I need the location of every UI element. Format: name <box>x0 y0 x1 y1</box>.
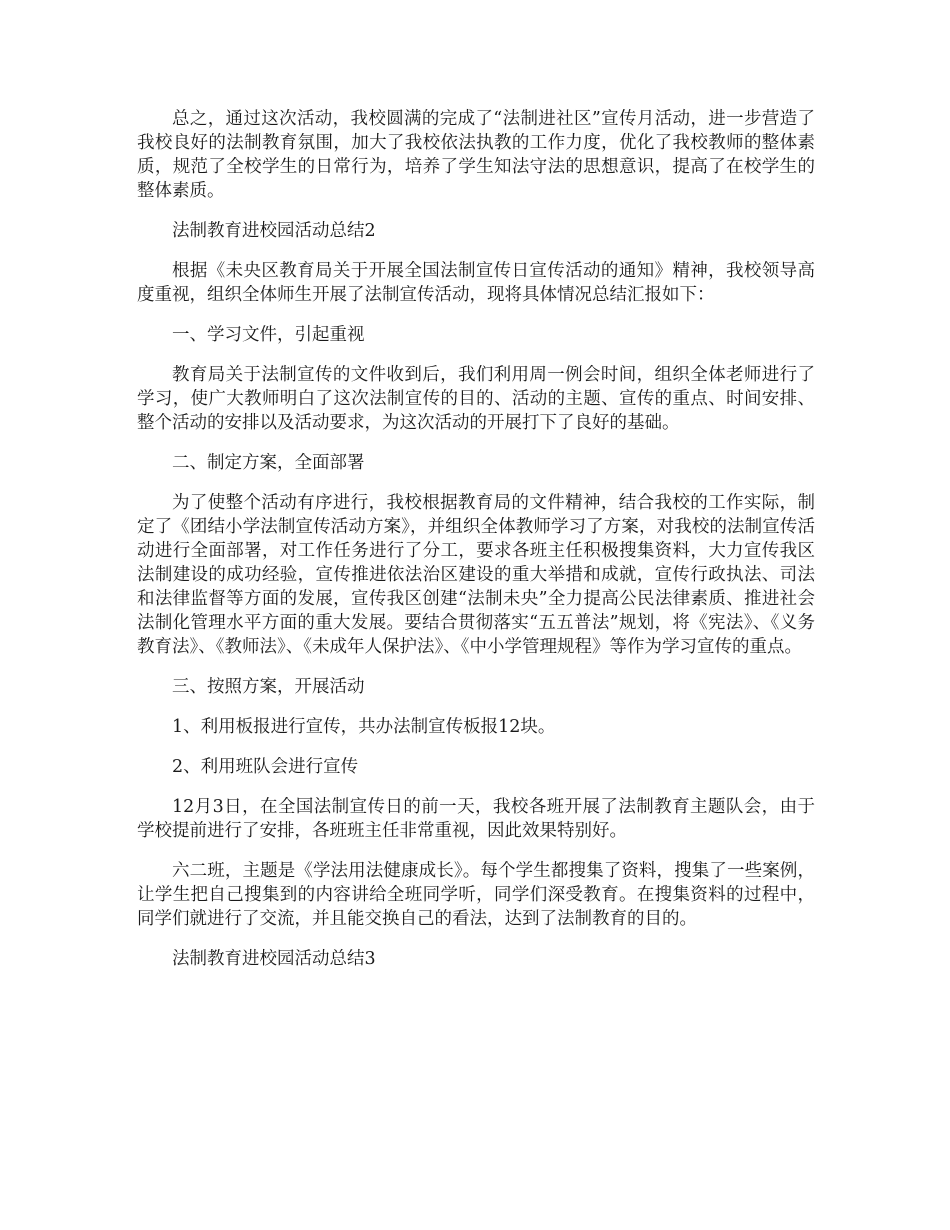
section-heading-2: 二、制定方案，全面部署 <box>172 453 365 473</box>
section-heading-1: 一、学习文件，引起重视 <box>172 325 365 345</box>
section-heading-3: 三、按照方案，开展活动 <box>172 677 365 697</box>
paragraph-plan: 为了使整个活动有序进行，我校根据教育局的文件精神，结合我校的工作实际，制定了《团结小学法制宣传活动方案》，并组织全体教师学习了方案，对我校的法制宣传活动进行全面部署，对工作任务进行了分工，要求各班主任积极搜集资料，大力宣传我区法制建设的成功经验，宣传推进依法治区建设的重大举措和成就，宣传行政执法、司法和法律监督等方面的发展，宣传我区创建“法制未央”全力提高公民法律素质、推进社会法制化管理水平方面的重大发展。要结合贯彻落实“五五普法”规划，将《宪法》、《义务教育法》、《教师法》、《未成年人保护法》、《中小学管理规程》等作为学习宣传的重点。 <box>137 493 815 657</box>
paragraph-class-6-2: 六二班，主题是《学法用法健康成长》。每个学生都搜集了资料，搜集了一些案例，让学生把自己搜集到的内容讲给全班同学听，同学们深受教育。在搜集资料的过程中，同学们就进行了交流，并且能交换自己的看法，达到了法制教育的目的。 <box>137 861 815 929</box>
paragraph-conclusion: 总之，通过这次活动，我校圆满的完成了“法制进社区”宣传月活动，进一步营造了我校良好的法制教育氛围，加大了我校依法执教的工作力度，优化了我校教师的整体素质，规范了全校学生的日常行为，培养了学生知法守法的思想意识，提高了在校学生的整体素质。 <box>137 109 815 201</box>
heading-summary-3: 法制教育进校园活动总结3 <box>172 949 376 969</box>
list-item-2: 2、利用班队会进行宣传 <box>172 757 359 777</box>
document-page <box>137 107 815 987</box>
paragraph-dec-3: 12月3日，在全国法制宣传日的前一天，我校各班开展了法制教育主题队会，由于学校提前进行了安排，各班班主任非常重视，因此效果特别好。 <box>137 797 815 841</box>
paragraph-intro: 根据《未央区教育局关于开展全国法制宣传日宣传活动的通知》精神，我校领导高度重视，组织全体师生开展了法制宣传活动，现将具体情况总结汇报如下： <box>137 261 815 305</box>
paragraph-study: 教育局关于法制宣传的文件收到后，我们利用周一例会时间，组织全体老师进行了学习，使广大教师明白了这次法制宣传的目的、活动的主题、宣传的重点、时间安排、整个活动的安排以及活动要求，为这次活动的开展打下了良好的基础。 <box>137 365 815 433</box>
list-item-1: 1、利用板报进行宣传，共办法制宣传板报12块。 <box>172 717 556 737</box>
heading-summary-2: 法制教育进校园活动总结2 <box>172 221 376 241</box>
